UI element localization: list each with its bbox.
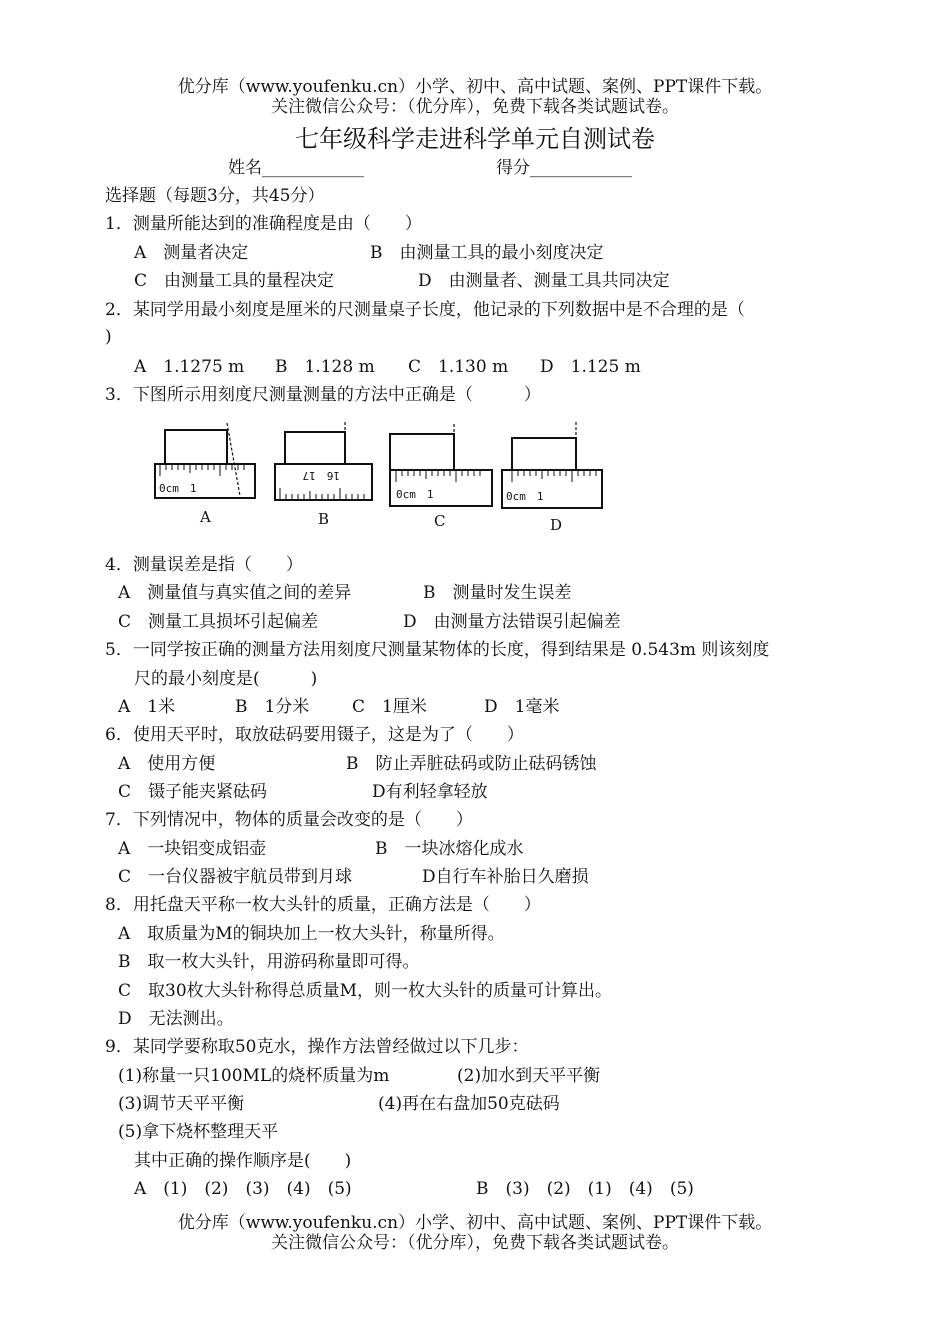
q7-option-b: B 一块冰熔化成水 — [375, 839, 524, 859]
q3-stem: 3．下图所示用刻度尺测量测量的方法中正确是（ ） — [105, 385, 541, 405]
q4-option-a: A 测量值与真实值之间的差异 — [118, 583, 352, 603]
header-line-1: 优分库（www.youfenku.cn）小学、初中、高中试题、案例、PPT课件下载。 — [177, 77, 773, 97]
ruler-d-scale: 0cm 1 — [506, 490, 544, 503]
q1-option-a: A 测量者决定 — [134, 243, 249, 263]
q2-stem-cont: ) — [105, 327, 112, 347]
ruler-option-d — [502, 422, 602, 534]
q2-stem: 2．某同学用最小刻度是厘米的尺测量桌子长度，他记录的下列数据中是不合理的是（ — [105, 300, 745, 320]
ruler-c-scale: 0cm 1 — [396, 488, 434, 501]
q5-option-a: A 1米 — [118, 697, 176, 717]
fig-label-b: B — [318, 510, 330, 528]
q9-question: 其中正确的操作顺序是( ) — [134, 1151, 352, 1171]
q9-stem: 9．某同学要称取50克水，操作方法曾经做过以下几步： — [105, 1037, 529, 1057]
q2-option-a: A 1.1275 m — [134, 357, 245, 377]
q1-option-b: B 由测量工具的最小刻度决定 — [370, 243, 604, 263]
ruler-a-scale: 0cm 1 — [159, 482, 197, 495]
q6-option-d: D有利轻拿轻放 — [372, 782, 488, 802]
q7-option-c: C 一台仪器被宇航员带到月球 — [118, 867, 353, 887]
q9-step-5: (5)拿下烧杯整理天平 — [118, 1122, 279, 1142]
fig-label-c: C — [434, 512, 446, 530]
fig-label-a: A — [200, 508, 211, 526]
q7-option-a: A 一块铝变成铝壶 — [118, 839, 267, 859]
q1-stem: 1．测量所能达到的准确程度是由（ ） — [105, 214, 422, 234]
q2-option-c: C 1.130 m — [408, 357, 509, 377]
q2-option-b: B 1.128 m — [275, 357, 375, 377]
section-heading: 选择题（每题3分，共45分） — [105, 186, 325, 206]
q6-option-c: C 镊子能夹紧砝码 — [118, 782, 268, 802]
q5-stem-cont: 尺的最小刻度是( ) — [134, 669, 318, 689]
q8-option-a: A 取质量为M的铜块加上一枚大头针，称量所得。 — [118, 924, 505, 944]
q9-step-4: (4)再在右盘加50克砝码 — [378, 1094, 560, 1114]
ruler-diagram — [150, 418, 620, 538]
q8-option-c: C 取30枚大头针称得总质量M，则一枚大头针的质量可计算出。 — [118, 981, 613, 1001]
score-field: 得分____________ — [496, 158, 632, 178]
q4-option-b: B 测量时发生误差 — [423, 583, 572, 603]
ruler-figure — [150, 418, 620, 538]
q6-option-a: A 使用方便 — [118, 754, 216, 774]
q5-option-d: D 1毫米 — [484, 697, 560, 717]
q5-option-b: B 1分米 — [235, 697, 310, 717]
name-field: 姓名____________ — [228, 158, 364, 178]
ruler-option-a — [155, 423, 255, 526]
q4-stem: 4．测量误差是指（ ） — [105, 555, 303, 575]
q9-step-2: (2)加水到天平平衡 — [457, 1066, 601, 1086]
q6-stem: 6．使用天平时，取放砝码要用镊子，这是为了（ ） — [105, 725, 524, 745]
q9-step-1: (1)称量一只100ML的烧杯质量为m — [118, 1066, 390, 1086]
fig-label-d: D — [550, 516, 563, 534]
q5-option-c: C 1厘米 — [352, 697, 427, 717]
page-title: 七年级科学走进科学单元自测试卷 — [295, 125, 655, 153]
header-line-2: 关注微信公众号：（优分库），免费下载各类试题试卷。 — [271, 97, 679, 117]
footer-line-2: 关注微信公众号：（优分库），免费下载各类试题试卷。 — [271, 1233, 679, 1253]
q9-option-b: B (3) (2) (1) (4) (5) — [476, 1179, 694, 1199]
q1-option-d: D 由测量者、测量工具共同决定 — [418, 271, 670, 291]
q1-option-c: C 由测量工具的量程决定 — [134, 271, 335, 291]
q4-option-d: D 由测量方法错误引起偏差 — [403, 612, 621, 632]
q5-stem: 5．一同学按正确的测量方法用刻度尺测量某物体的长度，得到结果是 0.543m 则该刻度 — [105, 640, 770, 660]
ruler-option-c — [390, 424, 492, 530]
q6-option-b: B 防止弄脏砝码或防止砝码锈蚀 — [346, 754, 597, 774]
q4-option-c: C 测量工具损坏引起偏差 — [118, 612, 319, 632]
q9-step-3: (3)调节天平平衡 — [118, 1094, 245, 1114]
q9-option-a: A (1) (2) (3) (4) (5) — [134, 1179, 352, 1199]
q7-stem: 7．下列情况中，物体的质量会改变的是（ ） — [105, 810, 473, 830]
ruler-option-b — [275, 422, 372, 528]
q8-option-d: D 无法测出。 — [118, 1009, 234, 1029]
q2-option-d: D 1.125 m — [540, 357, 641, 377]
ruler-b-scale: 16 17 — [302, 469, 340, 482]
q8-stem: 8．用托盘天平称一枚大头针的质量，正确方法是（ ） — [105, 895, 541, 915]
footer-line-1: 优分库（www.youfenku.cn）小学、初中、高中试题、案例、PPT课件下载。 — [177, 1213, 773, 1233]
q7-option-d: D自行车补胎日久磨损 — [422, 867, 589, 887]
q8-option-b: B 取一枚大头针，用游码称量即可得。 — [118, 952, 420, 972]
